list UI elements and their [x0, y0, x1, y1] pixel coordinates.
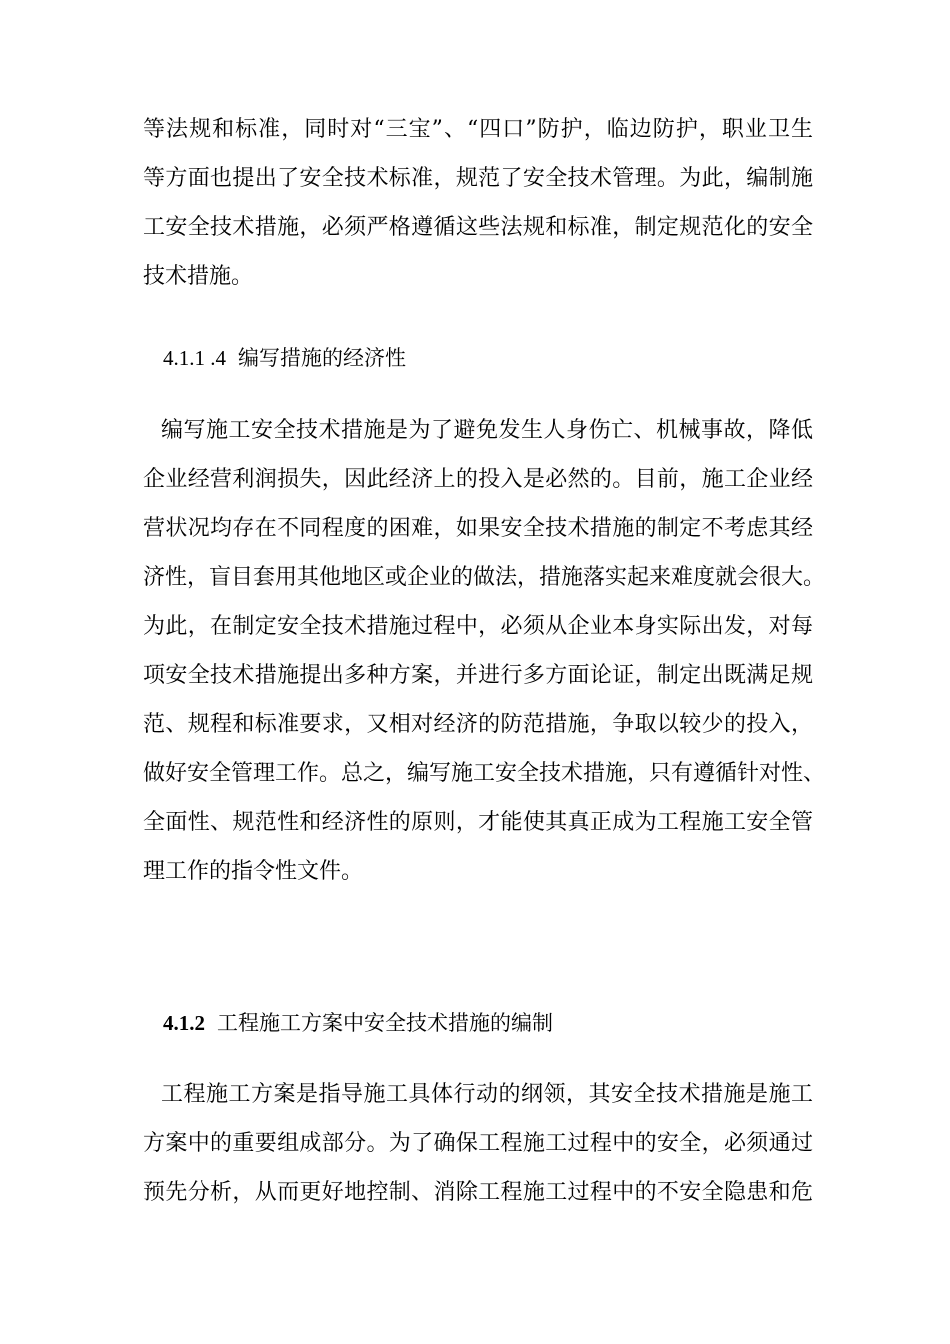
paragraph-line: 方案中的重要组成部分。为了确保工程施工过程中的安全，必须通过	[143, 1131, 813, 1156]
paragraph-line: 企业经营利润损失，因此经济上的投入是必然的。目前，施工企业经	[143, 467, 813, 492]
paragraph-line: 理工作的指令性文件。	[143, 859, 364, 884]
paragraph-line: 预先分析，从而更好地控制、消除工程施工过程中的不安全隐患和危	[143, 1180, 813, 1205]
paragraph-line: 等法规和标准，同时对“三宝”、“四口”防护，临边防护，职业卫生	[143, 117, 813, 142]
section-heading-4-1-1-4	[163, 343, 406, 373]
paragraph-line: 营状况均存在不同程度的困难，如果安全技术措施的制定不考虑其经	[143, 516, 813, 541]
section-title: 编写措施的经济性	[238, 346, 406, 370]
paragraph-line: 工程施工方案是指导施工具体行动的纲领，其安全技术措施是施工	[161, 1082, 813, 1107]
paragraph-line: 技术措施。	[143, 264, 254, 289]
paragraph-line: 编写施工安全技术措施是为了避免发生人身伤亡、机械事故，降低	[161, 418, 813, 443]
paragraph-line: 工安全技术措施，必须严格遵循这些法规和标准，制定规范化的安全	[143, 215, 813, 240]
paragraph-line: 范、规程和标准要求，又相对经济的防范措施，争取以较少的投入，	[143, 712, 813, 737]
paragraph-line: 济性，盲目套用其他地区或企业的做法，措施落实起来难度就会很大。	[143, 565, 826, 590]
paragraph-line: 全面性、规范性和经济性的原则，才能使其真正成为工程施工安全管	[143, 810, 813, 835]
paragraph-line: 为此，在制定安全技术措施过程中，必须从企业本身实际出发，对每	[143, 614, 813, 639]
paragraph-line: 项安全技术措施提出多种方案，并进行多方面论证，制定出既满足规	[143, 663, 813, 688]
section-heading-4-1-2	[163, 1008, 553, 1038]
section-number: 4.1.1 .4	[163, 346, 226, 370]
section-number: 4.1.2	[163, 1011, 205, 1035]
paragraph-line: 做好安全管理工作。总之，编写施工安全技术措施，只有遵循针对性、	[143, 761, 826, 786]
section-title: 工程施工方案中安全技术措施的编制	[217, 1011, 553, 1035]
paragraph-line: 等方面也提出了安全技术标准，规范了安全技术管理。为此，编制施	[143, 166, 813, 191]
